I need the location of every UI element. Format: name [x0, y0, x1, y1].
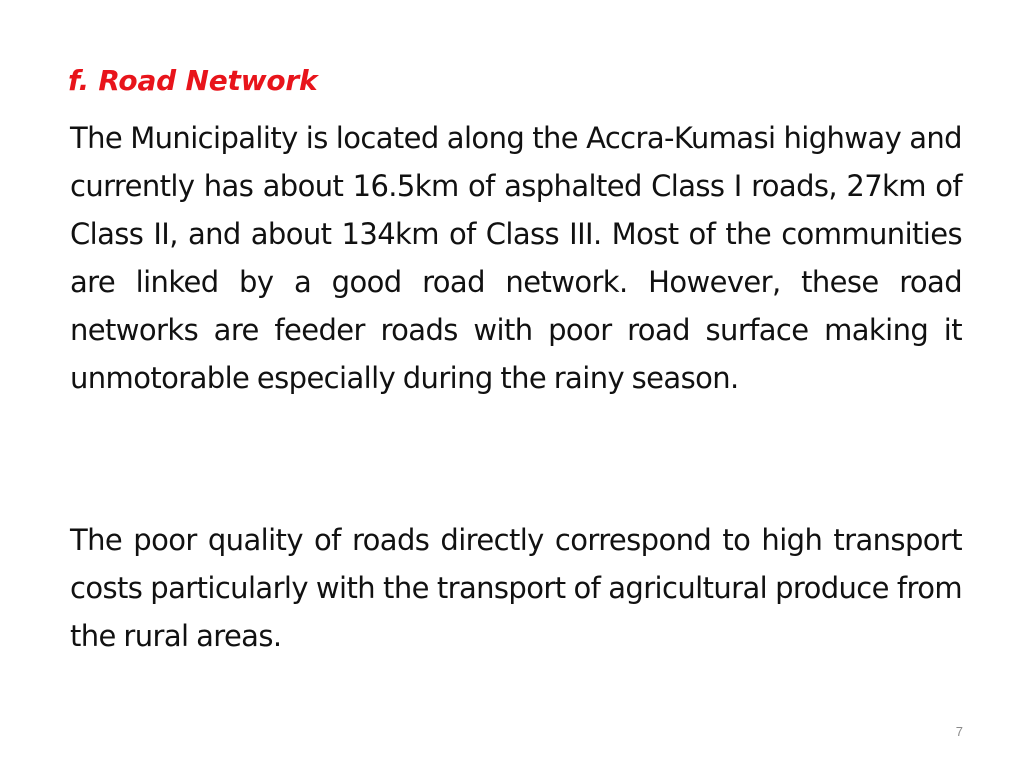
- paragraph-transport-costs: The poor quality of roads directly correspond to high transport costs particularly with the transport of agricultural produce from the rural areas.: [70, 523, 962, 653]
- paragraph-road-network: The Municipality is located along the Accra-Kumasi highway and currently has about 16.5km of asphalted Class I roads, 27km of Class II, and about 134km of Class III. Most of the communities are linked by a good road network. However, these road networks are feeder roads with poor road surface making it unmotorable especially during the rainy season.: [70, 121, 962, 395]
- page-number: 7: [955, 724, 963, 739]
- slide-heading: f. Road Network: [68, 64, 318, 97]
